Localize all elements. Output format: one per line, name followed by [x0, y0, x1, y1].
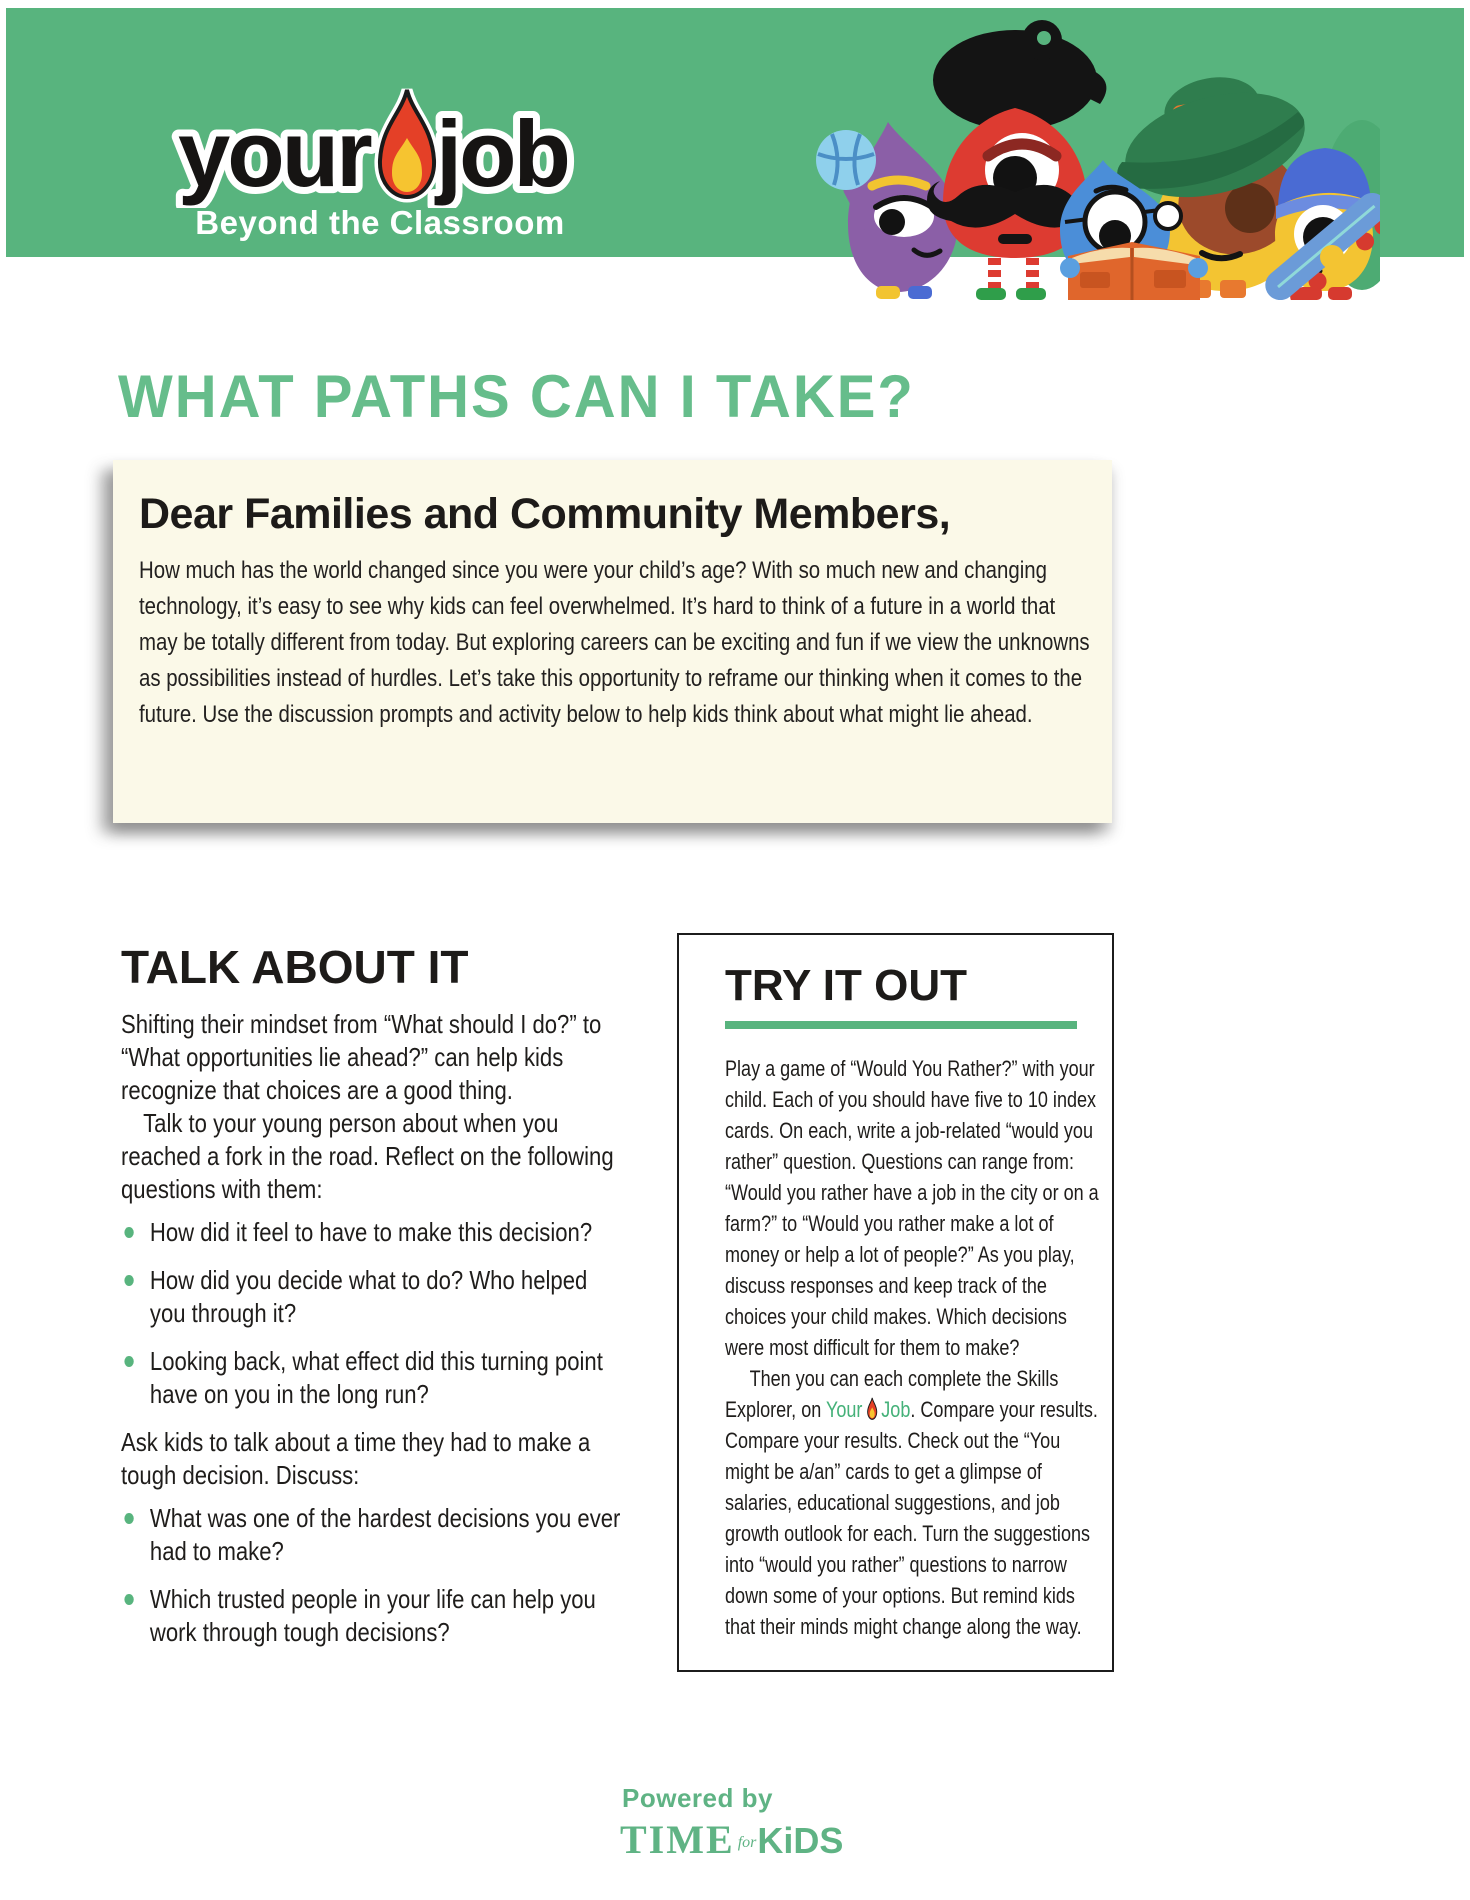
list-item: [121, 1264, 628, 1330]
flame-icon: [864, 1397, 880, 1421]
header-tagline: Beyond the Classroom: [195, 204, 565, 241]
bullet-icon: [124, 1513, 133, 1524]
bullet-icon: [124, 1594, 133, 1605]
time-wordmark: TIME: [620, 1817, 735, 1862]
talk-paragraph: Shifting their mindset from “What should I do?” to “What opportunities lie ahead?” can help kids recognize that choices are a good thing.: [121, 1009, 602, 1105]
talk-paragraph: Ask kids to talk about a time they had to make a tough decision. Discuss:: [121, 1427, 591, 1490]
try-paragraph-end: . Compare your results. Compare your results. Check out the “You might be a/an” cards to get a glimpse of salaries, educational suggestions, and job growth outlook for each. Turn the suggestions into “would you rather” questions to narrow down some of your options. But remind kids that their minds might change along the way.: [725, 1397, 1098, 1639]
talk-about-it-section: [121, 940, 633, 1664]
talk-paragraph: Talk to your young person about when you reached a fork in the road. Reflect on the following questions with them:: [121, 1108, 614, 1204]
powered-by-footer: [620, 1783, 880, 1863]
bullet-icon: [124, 1227, 133, 1238]
try-heading: TRY IT OUT: [725, 961, 967, 1010]
intro-letter-box: [113, 460, 1112, 823]
list-item: [121, 1345, 628, 1411]
talk-bullet-list-2: [121, 1502, 628, 1649]
logo-text-your: your: [178, 101, 370, 206]
link-text-job[interactable]: Job: [881, 1397, 911, 1422]
mascot-illustration: [810, 10, 1380, 300]
try-paragraph-start: Then you can each complete the Skills Explorer, on: [725, 1366, 1059, 1422]
talk-heading: TALK ABOUT IT: [121, 941, 469, 993]
flame-icon: [380, 90, 434, 197]
intro-heading: Dear Families and Community Members,: [139, 490, 951, 538]
logo-text-job: job: [436, 101, 568, 206]
for-wordmark: for: [737, 1834, 757, 1851]
talk-body: [121, 1008, 628, 1649]
bullet-text: How did you decide what to do? Who helped you through it?: [149, 1265, 588, 1328]
link-text-your[interactable]: Your: [825, 1397, 863, 1422]
try-paragraph: Play a game of “Would You Rather?” with your child. Each of you should have five to 10 index cards. On each, write a job-related “would you rather” question. Questions can range from: “Would you rather have a job in the city or on a farm?” to “Would you rather make a lot of money or help a lot of people?” As you play, discuss responses and keep track of the choices your child makes. Which decisions were most difficult for them to make?: [725, 1056, 1099, 1360]
powered-by-label: Powered by: [622, 1783, 773, 1813]
list-item: [121, 1216, 628, 1249]
bullet-icon: [124, 1275, 133, 1286]
bullet-text: What was one of the hardest decisions you ever had to make?: [149, 1503, 621, 1566]
try-paragraph: [725, 1363, 1099, 1642]
try-it-out-box: [677, 933, 1114, 1672]
bullet-text: How did it feel to have to make this decision?: [149, 1217, 593, 1247]
basketball-icon: [816, 130, 876, 190]
page-title: WHAT PATHS CAN I TAKE?: [118, 363, 915, 431]
bullet-text: Which trusted people in your life can help you work through tough decisions?: [149, 1584, 596, 1647]
time-for-kids-logo: [620, 1816, 880, 1863]
talk-bullet-list-1: [121, 1216, 628, 1411]
your-job-logo-art: [170, 86, 590, 208]
bullet-icon: [124, 1356, 133, 1367]
list-item: [121, 1583, 628, 1649]
your-job-logo: [160, 86, 600, 213]
list-item: [121, 1502, 628, 1568]
kids-wordmark: KiDS: [757, 1820, 844, 1861]
glasses-icon: [1155, 203, 1181, 229]
bullet-text: Looking back, what effect did this turning point have on you in the long run?: [149, 1346, 603, 1409]
intro-body: How much has the world changed since you were your child’s age? With so much new and changing technology, it’s easy to see why kids can feel overwhelmed. It’s hard to think of a future in a world that may be totally different from today. But exploring careers can be exciting and fun if we view the unknowns as possibilities instead of hurdles. Let’s take this opportunity to reframe our thinking when it comes to the future. Use the discussion prompts and activity below to help kids think about what might lie ahead.: [139, 557, 1090, 728]
your-job-link[interactable]: [826, 1397, 910, 1422]
green-rule: [725, 1021, 1077, 1029]
try-body: [725, 1053, 1099, 1642]
